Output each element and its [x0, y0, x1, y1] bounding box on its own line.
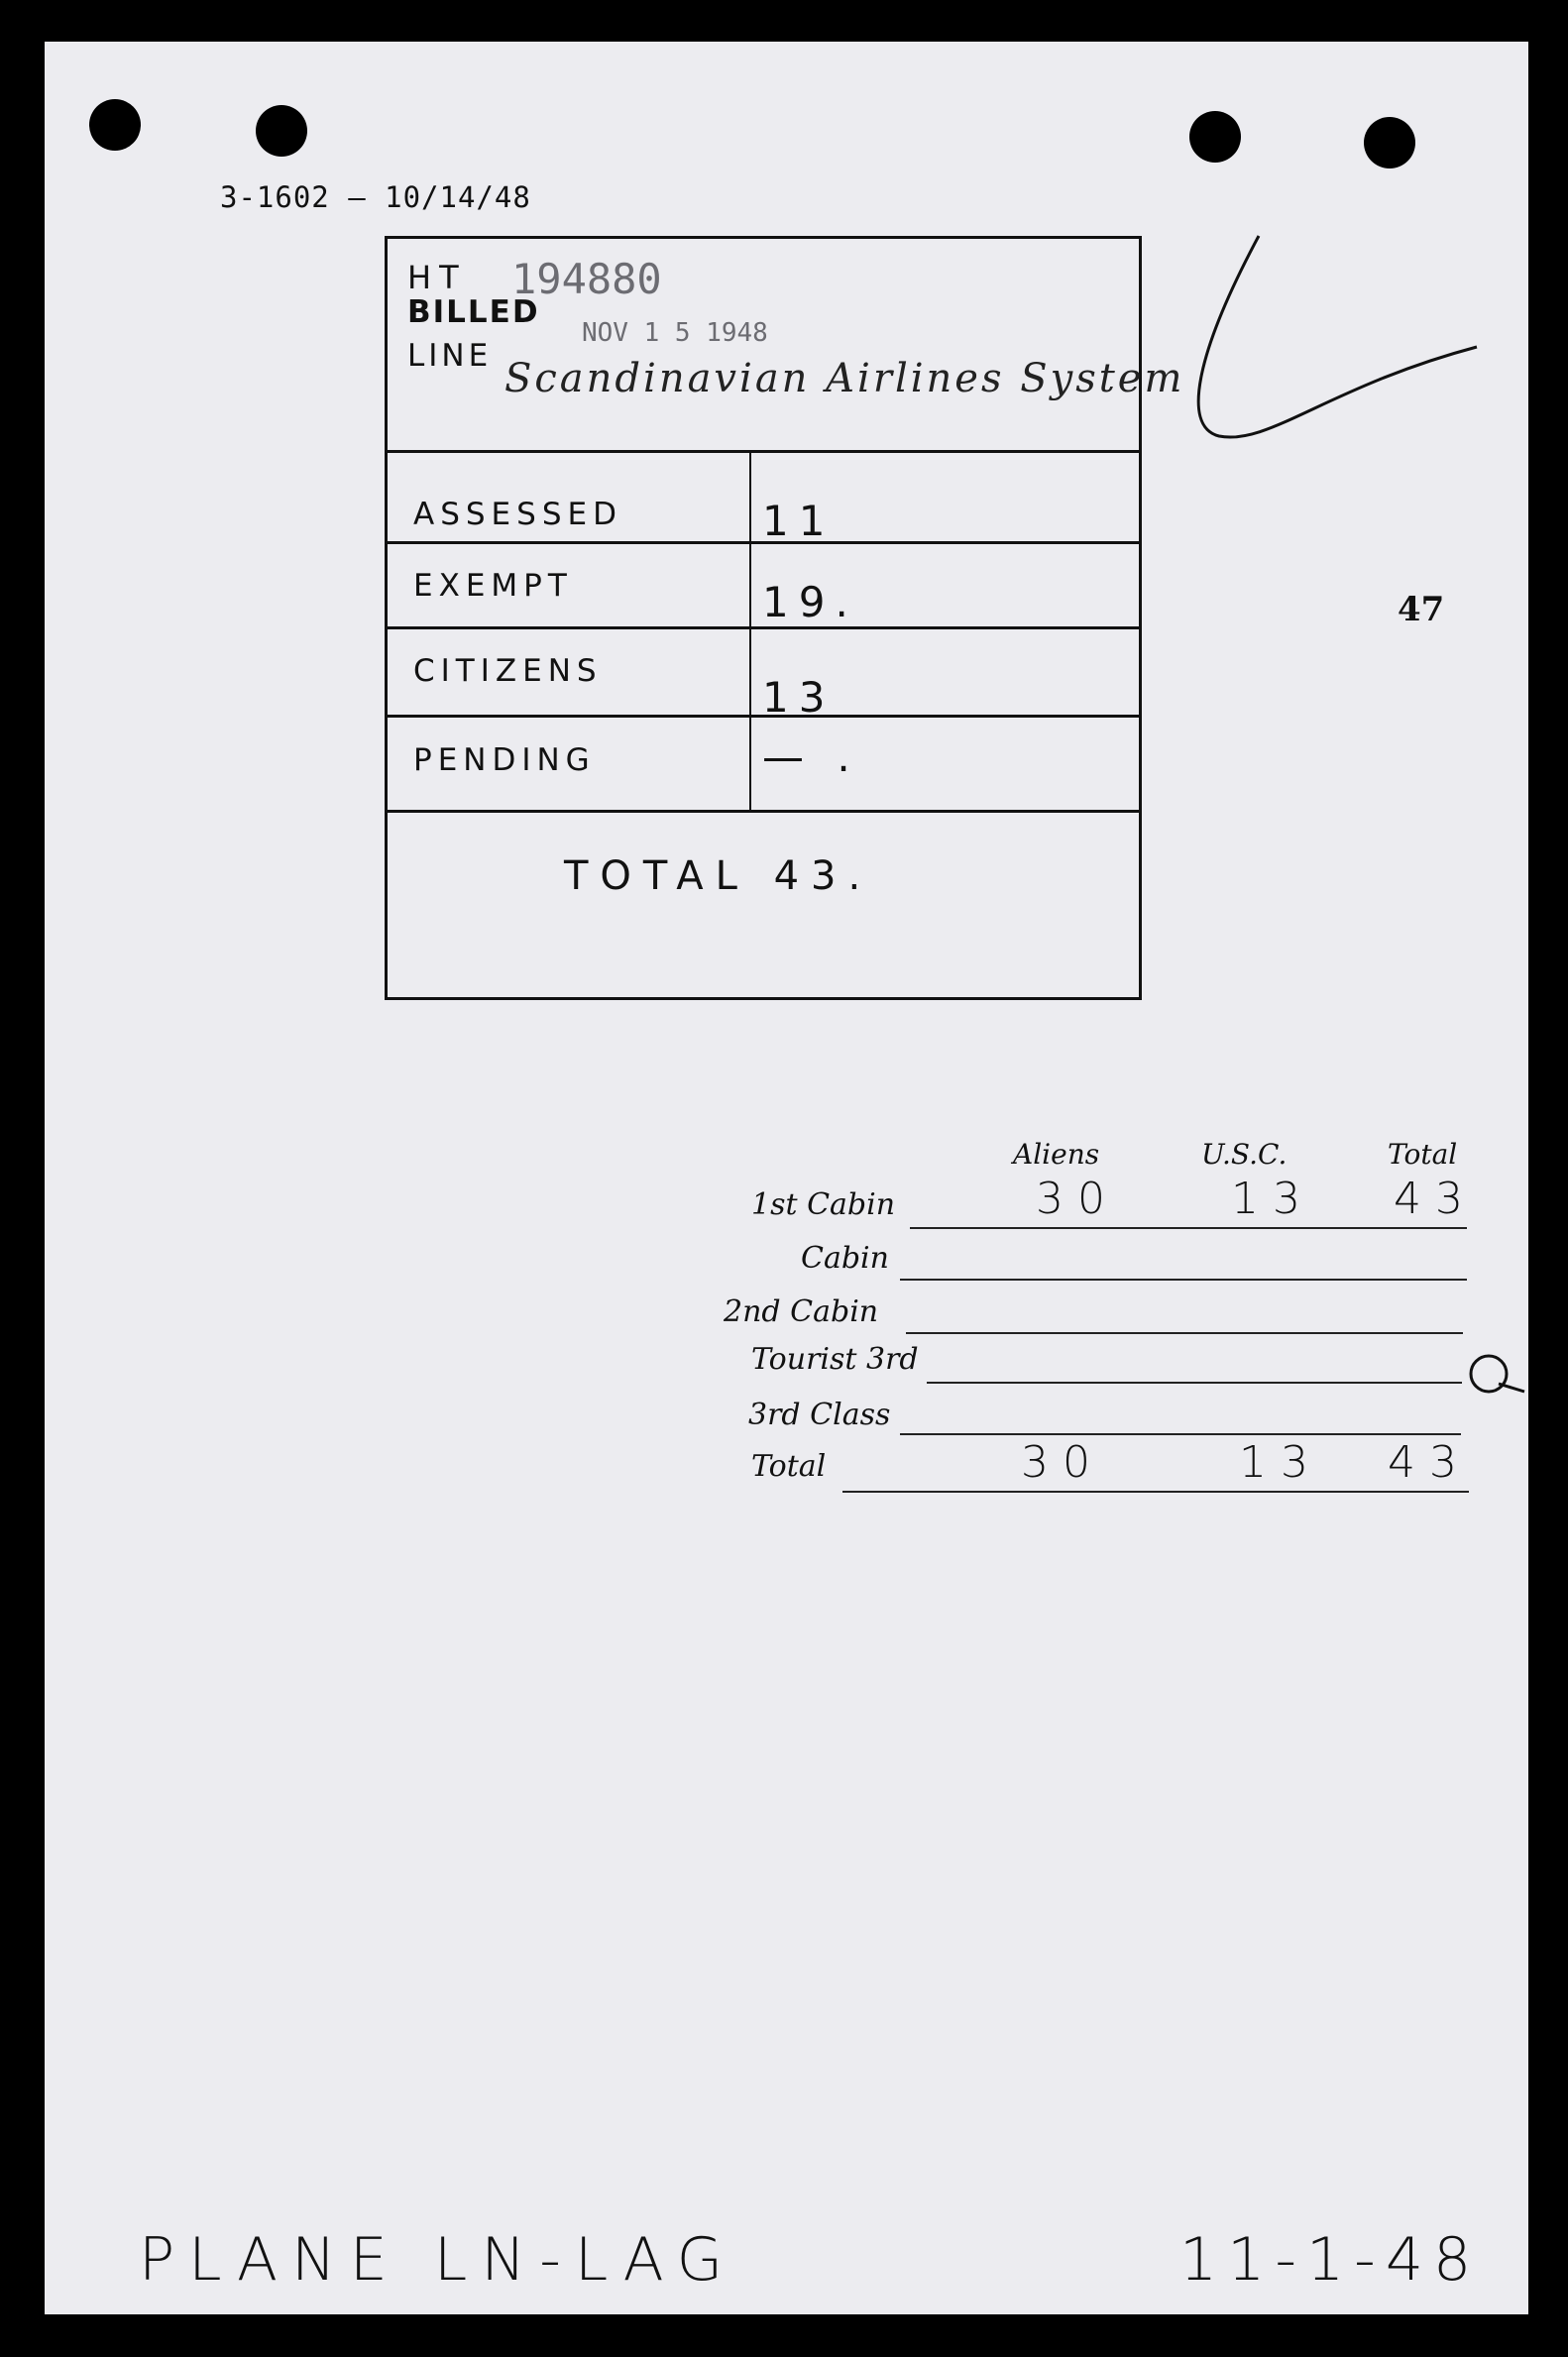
- row-label-tourist-3rd: Tourist 3rd: [751, 1342, 919, 1377]
- citizens-label: CITIZENS: [413, 653, 603, 689]
- row-total-usc: 13: [1239, 1437, 1322, 1488]
- circled-letter-mark: [1465, 1348, 1524, 1407]
- assessed-label: ASSESSED: [413, 497, 622, 532]
- billed-date-stamp: NOV 1 5 1948: [582, 318, 768, 348]
- row-1st-cabin-total: 43: [1394, 1174, 1477, 1224]
- exempt-value: 19.: [762, 578, 858, 626]
- exempt-label: EXEMPT: [413, 568, 573, 604]
- row-label-cabin: Cabin: [801, 1241, 889, 1276]
- pending-label: PENDING: [413, 742, 596, 778]
- row-total-rule: [842, 1491, 1469, 1493]
- card-divider-3: [388, 626, 1139, 629]
- row-cabin-rule: [900, 1279, 1467, 1281]
- row-1st-cabin-aliens: 30: [1036, 1174, 1119, 1224]
- billed-label: BILLED: [407, 294, 540, 330]
- line-label: LINE: [407, 338, 493, 374]
- row-total-aliens: 30: [1021, 1437, 1104, 1488]
- line-value-signature: Scandinavian Airlines System: [504, 356, 1185, 401]
- card-divider-5: [388, 810, 1139, 813]
- row-total-total: 43: [1388, 1437, 1471, 1488]
- pending-value: — .: [762, 732, 860, 781]
- reference-number: 3-1602 — 10/14/48: [220, 180, 531, 214]
- card-divider-1: [388, 450, 1139, 453]
- punch-hole-right-1: [1189, 111, 1241, 163]
- punch-hole-left-2: [256, 105, 307, 157]
- punch-hole-left-1: [89, 99, 141, 151]
- inspection-card: [385, 236, 1185, 1000]
- ht-label: HT: [407, 259, 467, 296]
- row-1st-cabin-rule: [910, 1227, 1467, 1229]
- citizens-value: 13: [762, 673, 836, 722]
- row-1st-cabin-usc: 13: [1231, 1174, 1314, 1224]
- row-2nd-cabin-rule: [906, 1332, 1463, 1334]
- ht-number-stamp: 194880: [511, 255, 662, 303]
- row-tourist-3rd-rule: [927, 1382, 1462, 1384]
- plane-registration: PLANE LN-LAG: [139, 2225, 737, 2295]
- row-label-total: Total: [751, 1449, 827, 1484]
- card-total: TOTAL 43.: [564, 853, 873, 899]
- card-column-divider: [749, 453, 751, 812]
- row-label-1st-cabin: 1st Cabin: [751, 1187, 896, 1222]
- assessed-value: 11: [762, 497, 836, 545]
- margin-page-number: 47: [1398, 590, 1445, 629]
- punch-hole-right-2: [1364, 117, 1415, 168]
- column-header-usc: U.S.C.: [1201, 1138, 1288, 1171]
- pen-swoosh-mark: [1179, 228, 1477, 486]
- row-label-3rd-class: 3rd Class: [748, 1398, 891, 1432]
- row-label-2nd-cabin: 2nd Cabin: [724, 1294, 879, 1329]
- column-header-total: Total: [1388, 1138, 1458, 1171]
- column-header-aliens: Aliens: [1013, 1138, 1100, 1171]
- row-3rd-class-rule: [900, 1433, 1461, 1435]
- footer-date: 11-1-48: [1179, 2225, 1482, 2295]
